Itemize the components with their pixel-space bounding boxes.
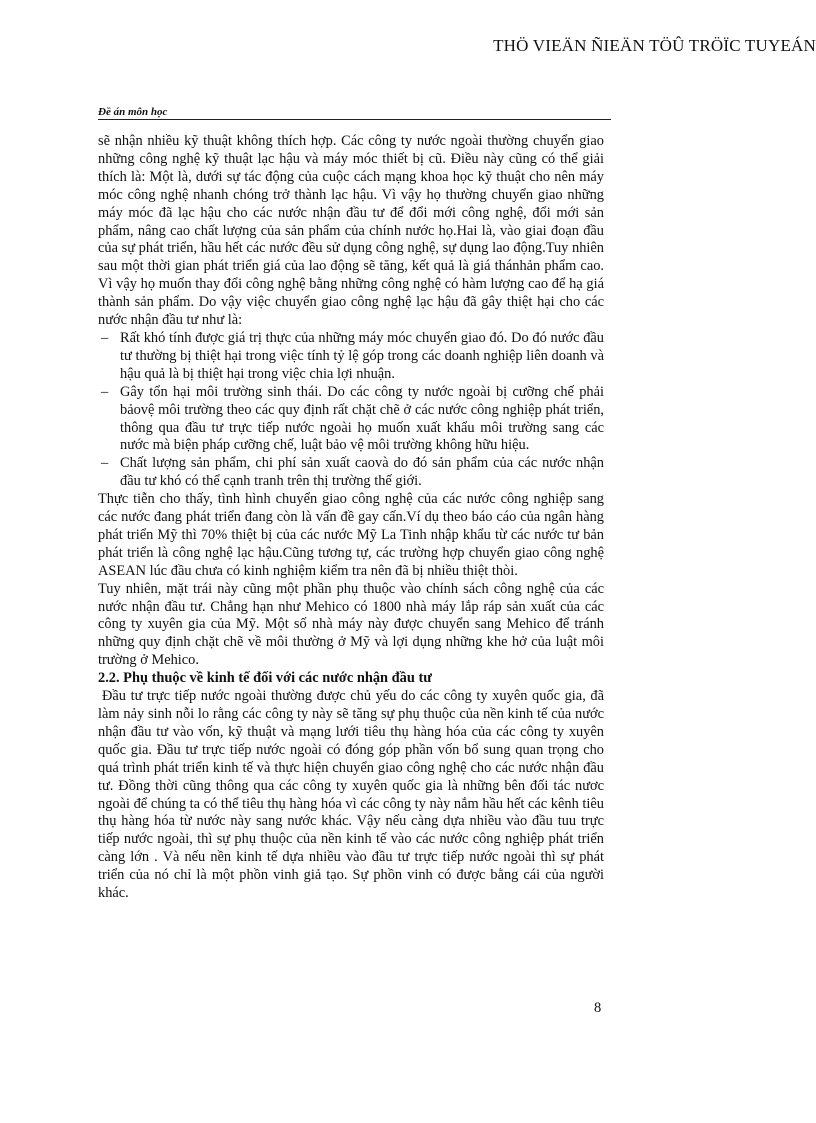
page-number: 8 bbox=[594, 1000, 602, 1016]
site-watermark: THÖ VIEÄN ÑIEÄN TÖÛ TRÖÏC TUYEÁN bbox=[493, 36, 816, 55]
bullet-text: Gây tổn hại môi trường sinh thái. Do các công ty nước ngoài bị cưỡng chế phải bảovệ môi trường theo các quy định rất chặt chẽ ở các nước công nghiệp phát triển, thông qua đầu tư trực tiếp nước ngoài họ muốn xuất khẩu môi trường sang các nước mà biện pháp cưỡng chế, luật bảo vệ môi trường không hữu hiệu. bbox=[120, 383, 604, 454]
bullet-item-2 bbox=[98, 384, 604, 456]
paragraph-4: Đầu tư trực tiếp nước ngoài thường được chủ yếu do các công ty xuyên quốc gia, đã làm nảy sinh nỗi lo rằng các công ty này sẽ tăng sự phụ thuộc của nền kinh tế của nước nhận đầu tư vào vốn, kỹ thuật và mạng lưới tiêu thụ hàng hóa của các công ty xuyên quốc gia. Đầu tư trực tiếp nước ngoài có đóng góp phần vốn bổ sung quan trọng cho quá trình phát triển kinh tế và thực hiện chuyển giao công nghệ cho các nước nhận đầu tư. Đồng thời cũng thông qua các công ty xuyên quốc gia là những bên đối tác nươc ngoài để chúng ta có thể tiêu thụ hàng hóa vì các công ty này nắm hầu hết các kênh tiêu thụ hàng hóa từ nước này sang nước khác. Vậy nếu càng dựa nhiều vào đầu tuu trực tiếp nước ngoài, thì sự phụ thuộc của nền kinh tế vào các nước công nghiệp phát triển càng lớn . Và nếu nền kinh tế dựa nhiều vào đầu tư trực tiếp nước ngoài thì sự phát triển của nó chỉ là một phồn vinh giả tạo. Sự phồn vinh có được bằng cái của người khác. bbox=[98, 688, 604, 902]
bullet-item-3 bbox=[98, 455, 604, 491]
page-header: Đề án môn học bbox=[98, 106, 611, 120]
section-heading: 2.2. Phụ thuộc về kinh tế đối với các nước nhận đầu tư bbox=[98, 670, 432, 687]
bullet-marker: – bbox=[101, 329, 109, 346]
bullet-text: Chất lượng sản phẩm, chi phí sản xuất caovà do đó sản phẩm của các nước nhận đầu tư khó có thể cạnh tranh trên thị trường thế giới. bbox=[120, 455, 604, 490]
paragraph-3: Tuy nhiên, mặt trái này cũng một phần phụ thuộc vào chính sách công nghệ của các nước nhận đầu tư. Chẳng hạn như Mehico có 1800 nhà máy lắp ráp sản xuất của các công ty xuyên gia của Mỹ. Một số nhà máy này được chuyển sang Mehico để tránh những quy định chặt chẽ về môi thường ở Mỹ và lợi dụng những khe hở của luật môi trường ở Mehico. bbox=[98, 580, 604, 669]
bullet-marker: – bbox=[101, 455, 109, 472]
paragraph-2: Thực tiễn cho thấy, tình hình chuyển giao công nghệ của các nước công nghiệp sang các nước đang phát triển đang còn là vấn đề gay cấn.Ví dụ theo báo cáo của ngân hàng phát triển Mỹ thì 70% thiệt bị của các nước Mỹ La Tinh nhập khẩu từ các nước tư bản phát triển là công nghệ lạc hậu.Cũng tương tự, các trường hợp chuyển giao công nghệ ASEAN lúc đầu chưa có kinh nghiệm kiểm tra nên đã bị nhiều thiệt thòi. bbox=[98, 491, 604, 579]
bullet-item-1 bbox=[98, 330, 604, 384]
document-body bbox=[98, 133, 604, 903]
bullet-marker: – bbox=[101, 383, 109, 400]
paragraph-1: sẽ nhận nhiều kỹ thuật không thích hợp. Các công ty nước ngoài thường chuyển giao những công nghệ kỹ thuật lạc hậu và máy móc thiết bị cũ. Điều này cũng có thể giải thích là: Một là, dưới sự tác động của cuộc cách mạng khoa học kỹ thuật cho nên máy móc công nghệ nhanh chóng trở thành lạc hậu. Vì vậy họ thường chuyển giao những máy móc đã lạc hậu cho các nước nhận đầu tư để đổi mới công nghệ, đổi mới sản phẩm, nâng cao chất lượng của sản phẩm của chính nước họ.Hai là, vào giai đoạn đầu của sự phát triển, hầu hết các nước đều sử dụng công nghệ, sự dụng lao động.Tuy nhiên sau một thời gian phát triển giá của lao động sẽ tăng, kết quả là giá thánhản phẩm cao. Vì vậy họ muốn thay đổi công nghệ bằng những công nghệ có hàm lượng cao để hạ giá thành sản phẩm. Do vậy việc chuyển giao công nghệ lạc hậu đã gây thiệt hại cho các nước nhận đầu tư như là: bbox=[98, 133, 604, 329]
bullet-text: Rất khó tính được giá trị thực của những máy móc chuyển giao đó. Do đó nước đầu tư thường bị thiệt hại trong việc tính tỷ lệ góp trong các doanh nghiệp liên doanh và hậu quả là bị thiệt hại trong việc chia lợi nhuận. bbox=[120, 329, 604, 382]
